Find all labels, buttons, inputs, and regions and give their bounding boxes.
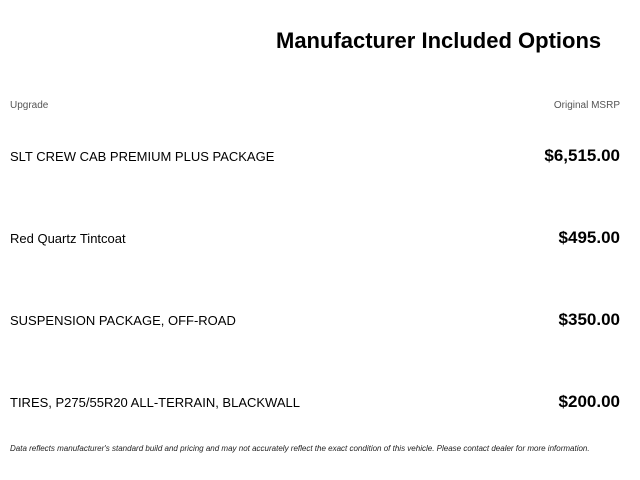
disclaimer-text: Data reflects manufacturer's standard build and pricing and may not accurately reflect the exact condition of this vehicle. Please contact dealer for more information. [10, 444, 590, 453]
option-name: TIRES, P275/55R20 ALL-TERRAIN, BLACKWALL [10, 394, 300, 410]
option-row [10, 390, 620, 414]
option-price: $200.00 [558, 392, 620, 411]
option-row [10, 308, 620, 332]
column-header-row [10, 100, 620, 111]
option-name: Red Quartz Tintcoat [10, 230, 126, 246]
option-price: $350.00 [558, 310, 620, 329]
option-row [10, 226, 620, 250]
option-name: SLT CREW CAB PREMIUM PLUS PACKAGE [10, 148, 275, 164]
option-price: $6,515.00 [544, 146, 620, 165]
option-name: SUSPENSION PACKAGE, OFF-ROAD [10, 312, 236, 328]
upgrade-column-header: Upgrade [10, 100, 49, 111]
page-title: Manufacturer Included Options [276, 28, 602, 53]
option-price: $495.00 [558, 228, 620, 247]
msrp-column-header: Original MSRP [553, 100, 620, 111]
option-row [10, 144, 620, 168]
